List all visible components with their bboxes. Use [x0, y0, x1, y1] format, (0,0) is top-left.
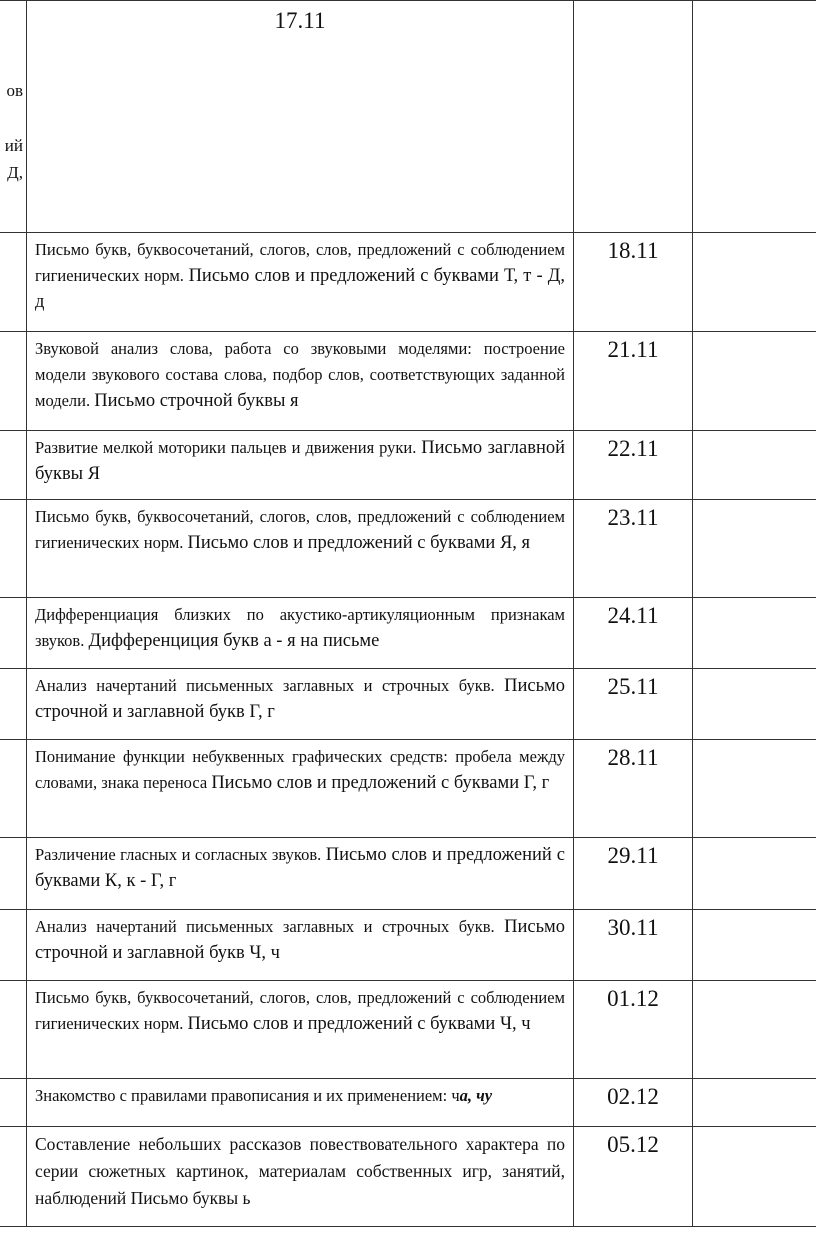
lesson-title: Письмо строчной и заглавной букв Г, г: [35, 676, 565, 722]
date-value: 17.11: [274, 8, 326, 33]
cut-off-cell: [0, 740, 27, 838]
empty-cell: [693, 981, 816, 1079]
topic-cell: [27, 740, 574, 838]
cut-off-cell: [0, 981, 27, 1079]
table-row: [0, 233, 816, 332]
date-cell: [574, 669, 693, 740]
table-row: [0, 500, 816, 598]
topic-cell: [27, 1127, 574, 1227]
topic-cell: [27, 598, 574, 669]
cut-off-cell: [0, 838, 27, 910]
date-value: 22.11: [607, 436, 659, 461]
cut-off-cell: [0, 1127, 27, 1227]
spelling-rule: а, чу: [459, 1086, 493, 1105]
empty-cell: [693, 233, 816, 332]
lesson-title: Составление небольших рассказов повествовательного характера по серии сюжетных картинок, материалам собственных игр, занятий, наблюдений Письмо буквы ь: [35, 1134, 565, 1208]
date-cell: [574, 233, 693, 332]
lesson-title: Письмо строчной и заглавной букв Ч, ч: [35, 917, 565, 963]
table-row: [0, 431, 816, 500]
table-row: [0, 981, 816, 1079]
cut-off-cell: [0, 500, 27, 598]
table-row: [0, 332, 816, 431]
empty-cell: [693, 740, 816, 838]
date-cell: [574, 1127, 693, 1227]
cut-off-cell: [0, 1079, 27, 1127]
topic-text: Дифференциация близких по акустико-артикуляционным признакам звуков.: [35, 605, 565, 650]
lesson-title: Письмо слов и предложений с буквами Т, т - Д, д: [35, 266, 566, 312]
cut-off-text: ий: [4, 136, 23, 155]
topic-text: Развитие мелкой моторики пальцев и движения руки.: [35, 438, 422, 457]
date-value: 28.11: [607, 745, 659, 770]
date-value: 24.11: [607, 603, 659, 628]
cut-off-cell: [0, 431, 27, 500]
topic-text: Понимание функции небуквенных графических средств: пробела между словами, знака переноса: [35, 747, 565, 792]
topic-cell: [27, 233, 574, 332]
cut-off-cell: [0, 332, 27, 431]
table-row: [0, 740, 816, 838]
date-value: 18.11: [607, 238, 659, 263]
date-value: 05.12: [607, 1132, 659, 1157]
date-cell: [574, 838, 693, 910]
date-value: 25.11: [607, 674, 659, 699]
cut-off-cell: [0, 669, 27, 740]
empty-cell: [693, 910, 816, 981]
topic-text: Анализ начертаний письменных заглавных и строчных букв.: [35, 676, 505, 695]
date-cell: [574, 598, 693, 669]
date-cell: [574, 431, 693, 500]
date-value: 29.11: [607, 843, 659, 868]
topic-cell: [27, 1079, 574, 1127]
topic-text: Знакомство с правилами правописания и их применением: ч: [35, 1086, 460, 1105]
topic-text: Анализ начертаний письменных заглавных и строчных букв.: [35, 917, 505, 936]
empty-cell: [693, 598, 816, 669]
table-row: [0, 838, 816, 910]
topic-cell: [27, 981, 574, 1079]
topic-text: Различение гласных и согласных звуков.: [35, 845, 326, 864]
lesson-title: Письмо слов и предложений с буквами К, к - Г, г: [35, 845, 565, 891]
topic-text: Звуковой анализ слова, работа со звуковыми моделями: построение модели звукового состава слова, подбор слов, соответствующих заданной модели.: [35, 339, 565, 410]
empty-cell: [693, 431, 816, 500]
lesson-title: Письмо заглавной буквы Я: [35, 438, 565, 484]
topic-cell: [27, 1, 574, 233]
lesson-title: Письмо слов и предложений с буквами Г, г: [211, 773, 550, 793]
date-cell: [574, 740, 693, 838]
empty-cell: [693, 1, 816, 233]
table-row: [0, 598, 816, 669]
topic-cell: [27, 500, 574, 598]
table-row-header: [0, 1, 816, 233]
topic-text: Письмо букв, буквосочетаний, слогов, слов, предложений с соблюдением гигиенических норм.: [35, 240, 565, 285]
table-row: [0, 1079, 816, 1127]
date-cell: [574, 1, 693, 233]
date-value: 30.11: [607, 915, 659, 940]
date-value: 01.12: [607, 986, 659, 1011]
topic-cell: [27, 332, 574, 431]
date-cell: [574, 332, 693, 431]
date-cell: [574, 981, 693, 1079]
empty-cell: [693, 838, 816, 910]
cut-off-text: Д,: [7, 163, 23, 182]
date-cell: [574, 1079, 693, 1127]
table-row: [0, 910, 816, 981]
lesson-title: Дифференциция букв а - я на письме: [88, 631, 380, 651]
date-value: 23.11: [607, 505, 659, 530]
date-cell: [574, 500, 693, 598]
table-row: [0, 669, 816, 740]
cut-off-cell: [0, 598, 27, 669]
topic-cell: [27, 838, 574, 910]
empty-cell: [693, 332, 816, 431]
topic-cell: [27, 431, 574, 500]
topic-text: Письмо букв, буквосочетаний, слогов, слов, предложений с соблюдением гигиенических норм.: [35, 988, 565, 1033]
lesson-title: Письмо слов и предложений с буквами Я, я: [187, 533, 531, 553]
empty-cell: [693, 1079, 816, 1127]
date-value: 21.11: [607, 337, 659, 362]
cut-off-cell: [0, 233, 27, 332]
cut-off-text: ов: [6, 81, 23, 100]
date-cell: [574, 910, 693, 981]
empty-cell: [693, 500, 816, 598]
topic-cell: [27, 910, 574, 981]
lesson-title: Письмо слов и предложений с буквами Ч, ч: [187, 1014, 531, 1034]
topic-text: Письмо букв, буквосочетаний, слогов, слов, предложений с соблюдением гигиенических норм.: [35, 507, 565, 552]
cut-off-cell: [0, 1, 27, 233]
lesson-title: Письмо строчной буквы я: [94, 391, 299, 411]
empty-cell: [693, 669, 816, 740]
table-row: [0, 1127, 816, 1227]
empty-cell: [693, 1127, 816, 1227]
cut-off-cell: [0, 910, 27, 981]
topic-cell: [27, 669, 574, 740]
date-value: 02.12: [607, 1084, 659, 1109]
